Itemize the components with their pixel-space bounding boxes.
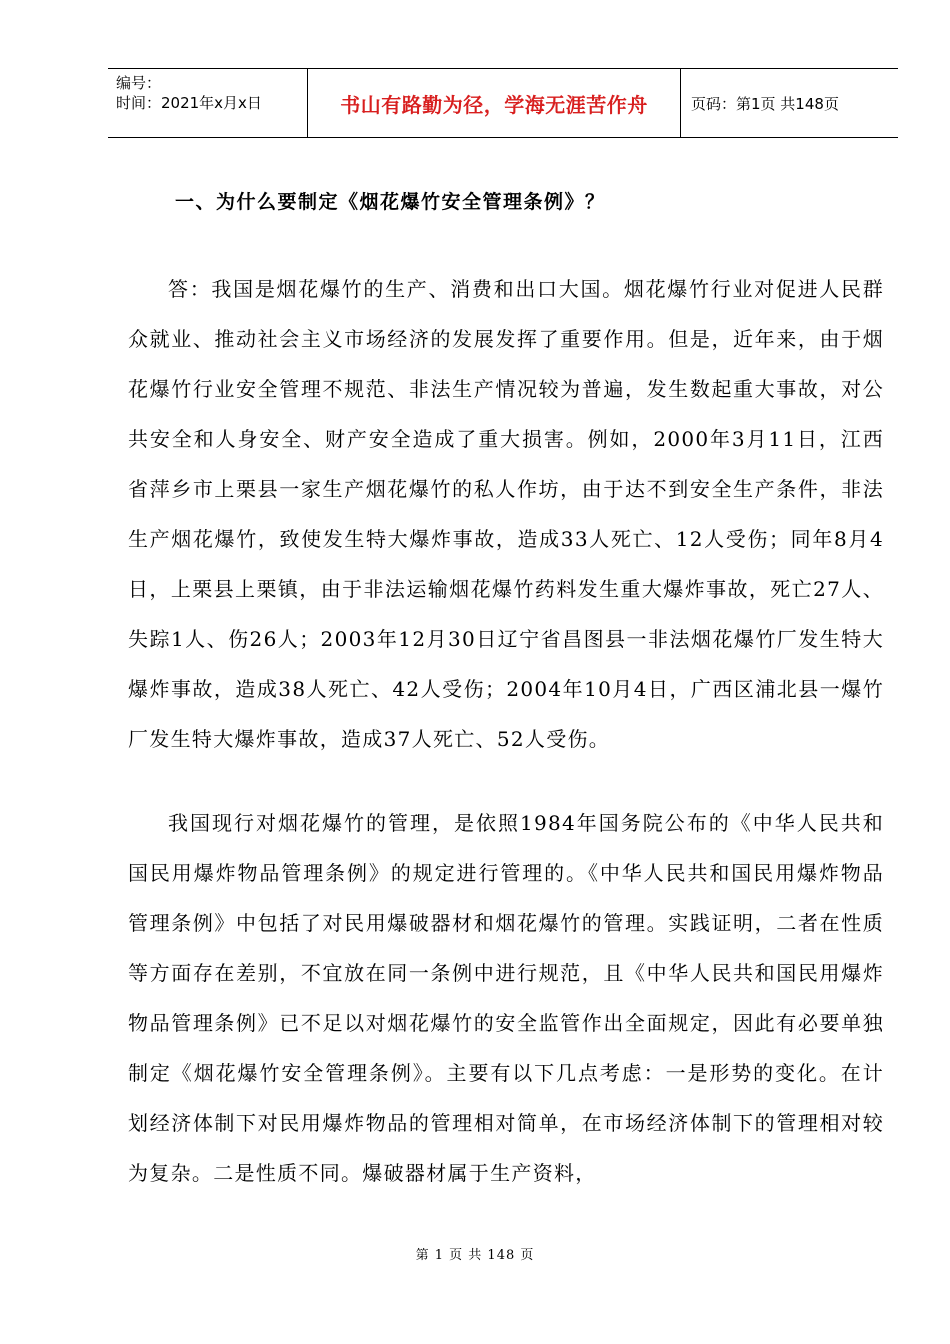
header-time-label: 时间：2021年x月x日	[116, 94, 262, 112]
header-meta	[108, 69, 308, 137]
header-number-label: 编号：	[116, 74, 162, 92]
header-page-info: 页码：第1页 共148页	[691, 94, 839, 113]
question-title: 一、为什么要制定《烟花爆竹安全管理条例》？	[175, 191, 606, 213]
paragraph: 答：我国是烟花爆竹的生产、消费和出口大国。烟花爆竹行业对促进人民群众就业、推动社会主义市场经济的发展发挥了重要作用。但是，近年来，由于烟花爆竹行业安全管理不规范、非法生产情况较为普遍，发生数起重大事故，对公共安全和人身安全、财产安全造成了重大损害。例如，2000年3月11日，江西省萍乡市上栗县一家生产烟花爆竹的私人作坊，由于达不到安全生产条件，非法生产烟花爆竹，致使发生特大爆炸事故，造成33人死亡、12人受伤；同年8月4日，上栗县上栗镇，由于非法运输烟花爆竹药料发生重大爆炸事故，死亡27人、失踪1人、伤26人；2003年12月30日辽宁省昌图县一非法烟花爆竹厂发生特大爆炸事故，造成38人死亡、42人受伤；2004年10月4日，广西区浦北县一爆竹厂发生特大爆炸事故，造成37人死亡、52人受伤。	[128, 277, 884, 751]
header-motto: 书山有路勤为径，学海无涯苦作舟	[308, 69, 681, 137]
document-body	[128, 184, 884, 1198]
paragraph: 我国现行对烟花爆竹的管理，是依照1984年国务院公布的《中华人民共和国民用爆炸物品管理条例》的规定进行管理的。《中华人民共和国民用爆炸物品管理条例》中包括了对民用爆破器材和烟花爆竹的管理。实践证明，二者在性质等方面存在差别，不宜放在同一条例中进行规范，且《中华人民共和国民用爆炸物品管理条例》已不足以对烟花爆竹的安全监管作出全面规定，因此有必要单独制定《烟花爆竹安全管理条例》。主要有以下几点考虑：一是形势的变化。在计划经济体制下对民用爆炸物品的管理相对简单，在市场经济体制下的管理相对较为复杂。二是性质不同。爆破器材属于生产资料，	[128, 811, 884, 1185]
page-header	[108, 68, 898, 138]
page-footer: 第 1 页 共 148 页	[415, 1248, 535, 1263]
